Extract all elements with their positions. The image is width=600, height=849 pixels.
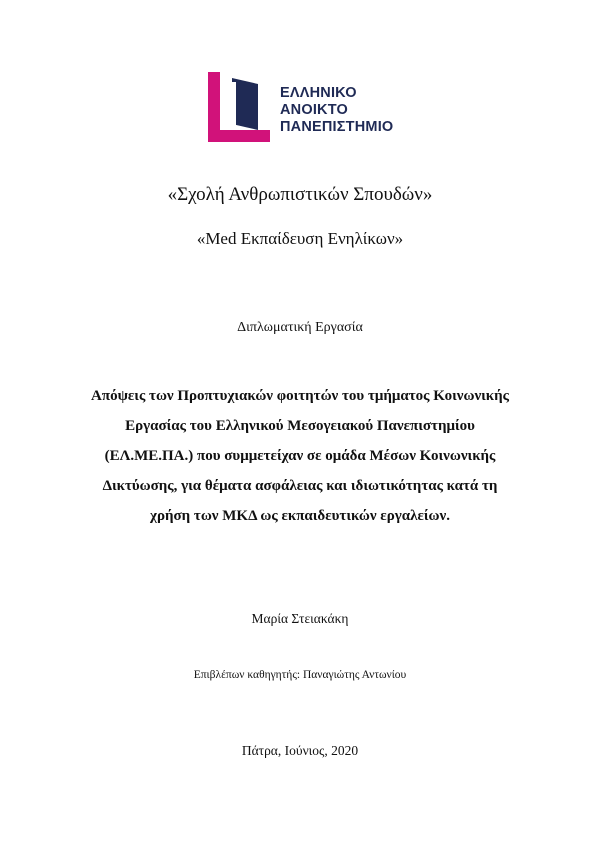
place-date: Πάτρα, Ιούνιος, 2020 <box>241 743 359 758</box>
school-name: «Σχολή Ανθρωπιστικών Σπουδών» <box>167 184 433 205</box>
logo-line-2: ΑΝΟΙΚΤΟ <box>280 102 348 118</box>
logo-line-3: ΠΑΝΕΠΙΣΤΗΜΙΟ <box>280 119 394 135</box>
university-logo <box>208 72 398 142</box>
university-logo-icon <box>208 72 270 142</box>
supervisor: Επιβλέπων καθηγητής: Παναγιώτης Αντωνίου <box>193 669 407 681</box>
document-type: Διπλωματική Εργασία <box>237 320 363 335</box>
title-line-3: (ΕΛ.ΜΕ.ΠΑ.) που συμμετείχαν σε ομάδα Μέσων Κοινωνικής <box>104 448 496 464</box>
thesis-title <box>60 381 540 531</box>
title-line-4: Δικτύωσης, για θέματα ασφάλειας και ιδιωτικότητας κατά τη <box>102 478 498 494</box>
program-name: «Med Εκπαίδευση Ενηλίκων» <box>196 229 404 248</box>
title-line-2: Εργασίας του Ελληνικού Μεσογειακού Πανεπιστημίου <box>125 418 475 434</box>
title-line-1: Απόψεις των Προπτυχιακών φοιτητών του τμήματος Κοινωνικής <box>91 388 509 404</box>
logo-line-1: ΕΛΛΗΝΙΚΟ <box>280 85 357 101</box>
title-line-5: χρήση των ΜΚΔ ως εκπαιδευτικών εργαλείων. <box>150 508 450 524</box>
author-name: Μαρία Στειακάκη <box>251 611 349 626</box>
logo-wordmark <box>280 85 393 136</box>
